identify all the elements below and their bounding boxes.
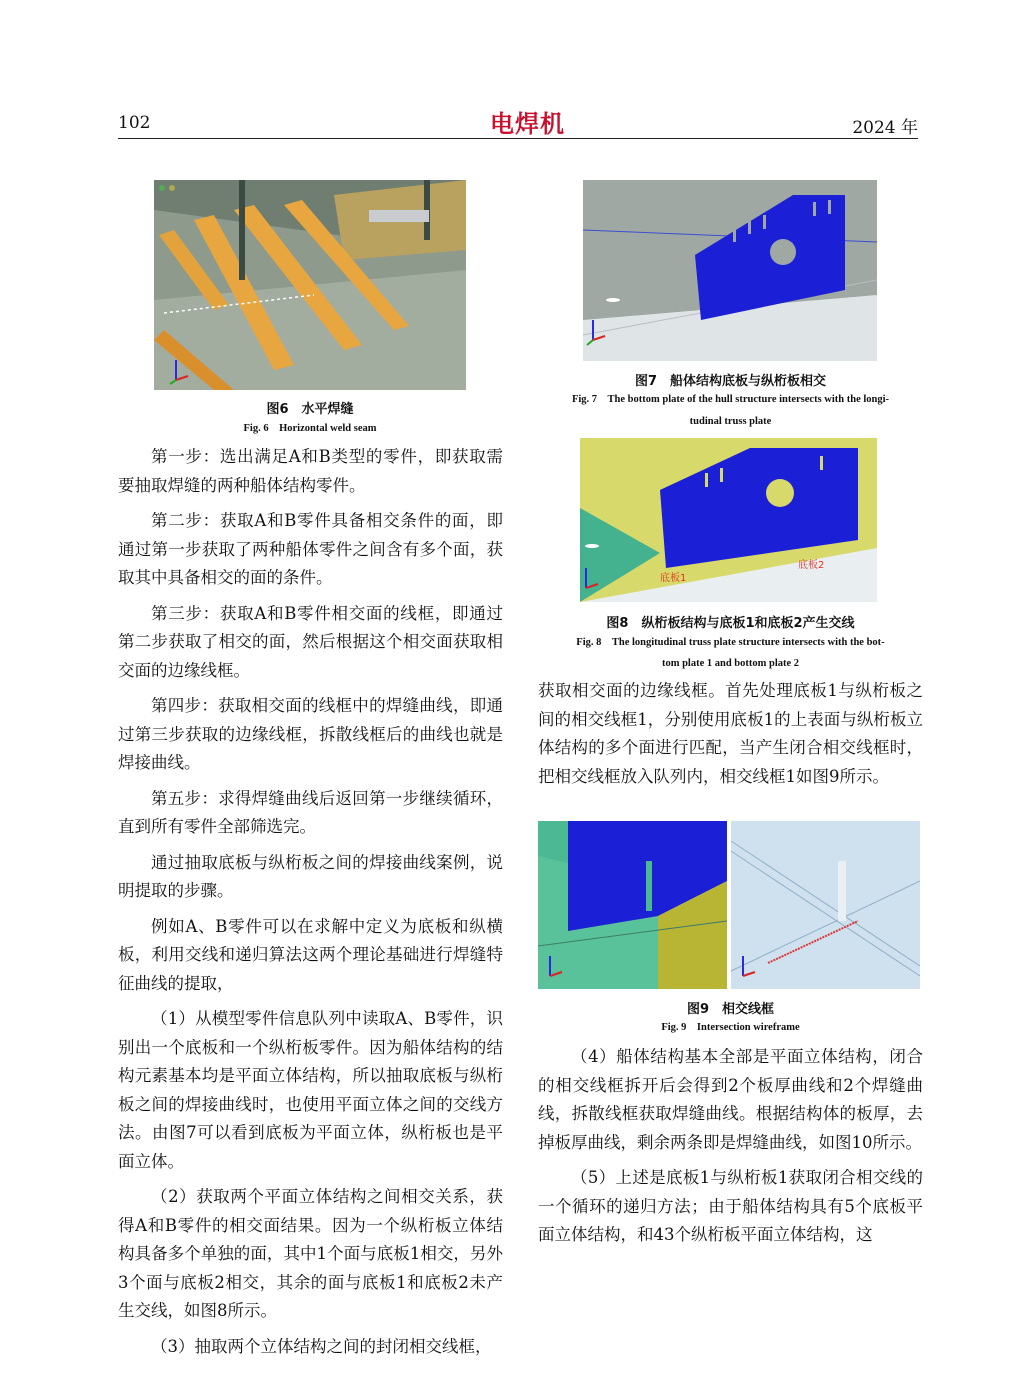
svg-text:底板1: 底板1 [660,573,687,584]
paragraph: （4）船体结构基本全部是平面立体结构，闭合的相交线框拆开后会得到2个板厚曲线和2个焊缝曲线，拆散线框获取焊缝曲线。根据结构体的板厚，去掉板厚曲线，剩余两条即是焊缝曲线，如图10所示。 [538,1047,923,1152]
paragraph: 第四步：获取相交面的线框中的焊缝曲线，即通过第三步获取的边缘线框，拆散线框后的曲线也就是焊接曲线。 [118,696,503,772]
paragraph: （3）抽取两个立体结构之间的封闭相交线框， [151,1336,492,1356]
paragraph: （2）获取两个平面立体结构之间相交关系，获得A和B零件的相交面结果。因为一个纵桁板立体结构具备多个单独的面，其中1个面与底板1相交，另外3个面与底板2相交，其余的面与底板1和底板2未产生交线，如图8所示。 [118,1187,503,1320]
figure-6-image [154,180,466,390]
figure-8-caption-en-line2: tom plate 1 and bottom plate 2 [661,658,800,669]
figure-7-caption-en-line2: tudinal truss plate [689,416,772,427]
figure-8-image [580,438,877,602]
header-rule [118,138,918,139]
figure-7-caption-cn: 图7 船体结构底板与纵桁板相交 [634,374,827,389]
paragraph: （5）上述是底板1与纵桁板1获取闭合相交线的一个循环的递归方法；由于船体结构具有5个底板平面立体结构，和43个纵桁板平面立体结构，这 [538,1168,923,1244]
journal-logo: 电焊机 [490,109,565,138]
figure-9-caption-en: Fig. 9 Intersection wireframe [661,1022,800,1033]
figure-8-caption-en-line1: Fig. 8 The longitudinal truss plate structure intersects with the bot- [576,637,885,648]
page-number: 102 [118,113,151,133]
paragraph: （1）从模型零件信息队列中读取A、B零件，识别出一个底板和一个纵桁板零件。因为船体结构的结构元素基本均是平面立体结构，所以抽取底板与纵桁板之间的焊接曲线时，也使用平面立体之间的交线方法。由图7可以看到底板为平面立体，纵桁板也是平面立体。 [118,1009,503,1171]
figure-9-image [538,821,920,989]
figure-6-caption-cn: 图6 水平焊缝 [266,402,354,417]
figure-6-caption-en: Fig. 6 Horizontal weld seam [243,423,377,434]
figure-7-caption-en-line1: Fig. 7 The bottom plate of the hull structure intersects with the longi- [571,394,890,405]
figure-7-image [583,180,877,361]
paragraph: 第二步：获取A和B零件具备相交条件的面，即通过第一步获取了两种船体零件之间含有多个面，获取其中具备相交的面的条件。 [118,511,503,587]
figure-8-caption-cn: 图8 纵桁板结构与底板1和底板2产生交线 [606,616,855,631]
right-column-text-bottom [538,1043,923,1257]
right-column-text-top [538,677,923,798]
paragraph: 第一步：选出满足A和B类型的零件，即获取需要抽取焊缝的两种船体结构零件。 [118,447,503,495]
svg-text:底板2: 底板2 [798,560,825,571]
paragraph: 获取相交面的边缘线框。首先处理底板1与纵桁板之间的相交线框1，分别使用底板1的上表面与纵桁板立体结构的多个面进行匹配，当产生闭合相交线框时，把相交线框放入队列内，相交线框1如图9所示。 [538,681,923,786]
issue-year: 2024 年 [852,118,918,138]
paragraph: 第五步：求得焊缝曲线后返回第一步继续循环，直到所有零件全部筛选完。 [118,788,503,836]
paragraph: 例如A、B零件可以在求解中定义为底板和纵横板，利用交线和递归算法这两个理论基础进行焊缝特征曲线的提取， [118,916,503,993]
paragraph: 通过抽取底板与纵桁板之间的焊接曲线案例，说明提取的步骤。 [118,852,503,900]
left-column-text [118,443,503,1368]
figure-9-caption-cn: 图9 相交线框 [686,1002,775,1017]
paragraph: 第三步：获取A和B零件相交面的线框，即通过第二步获取了相交的面，然后根据这个相交面获取相交面的边缘线框。 [118,603,503,680]
